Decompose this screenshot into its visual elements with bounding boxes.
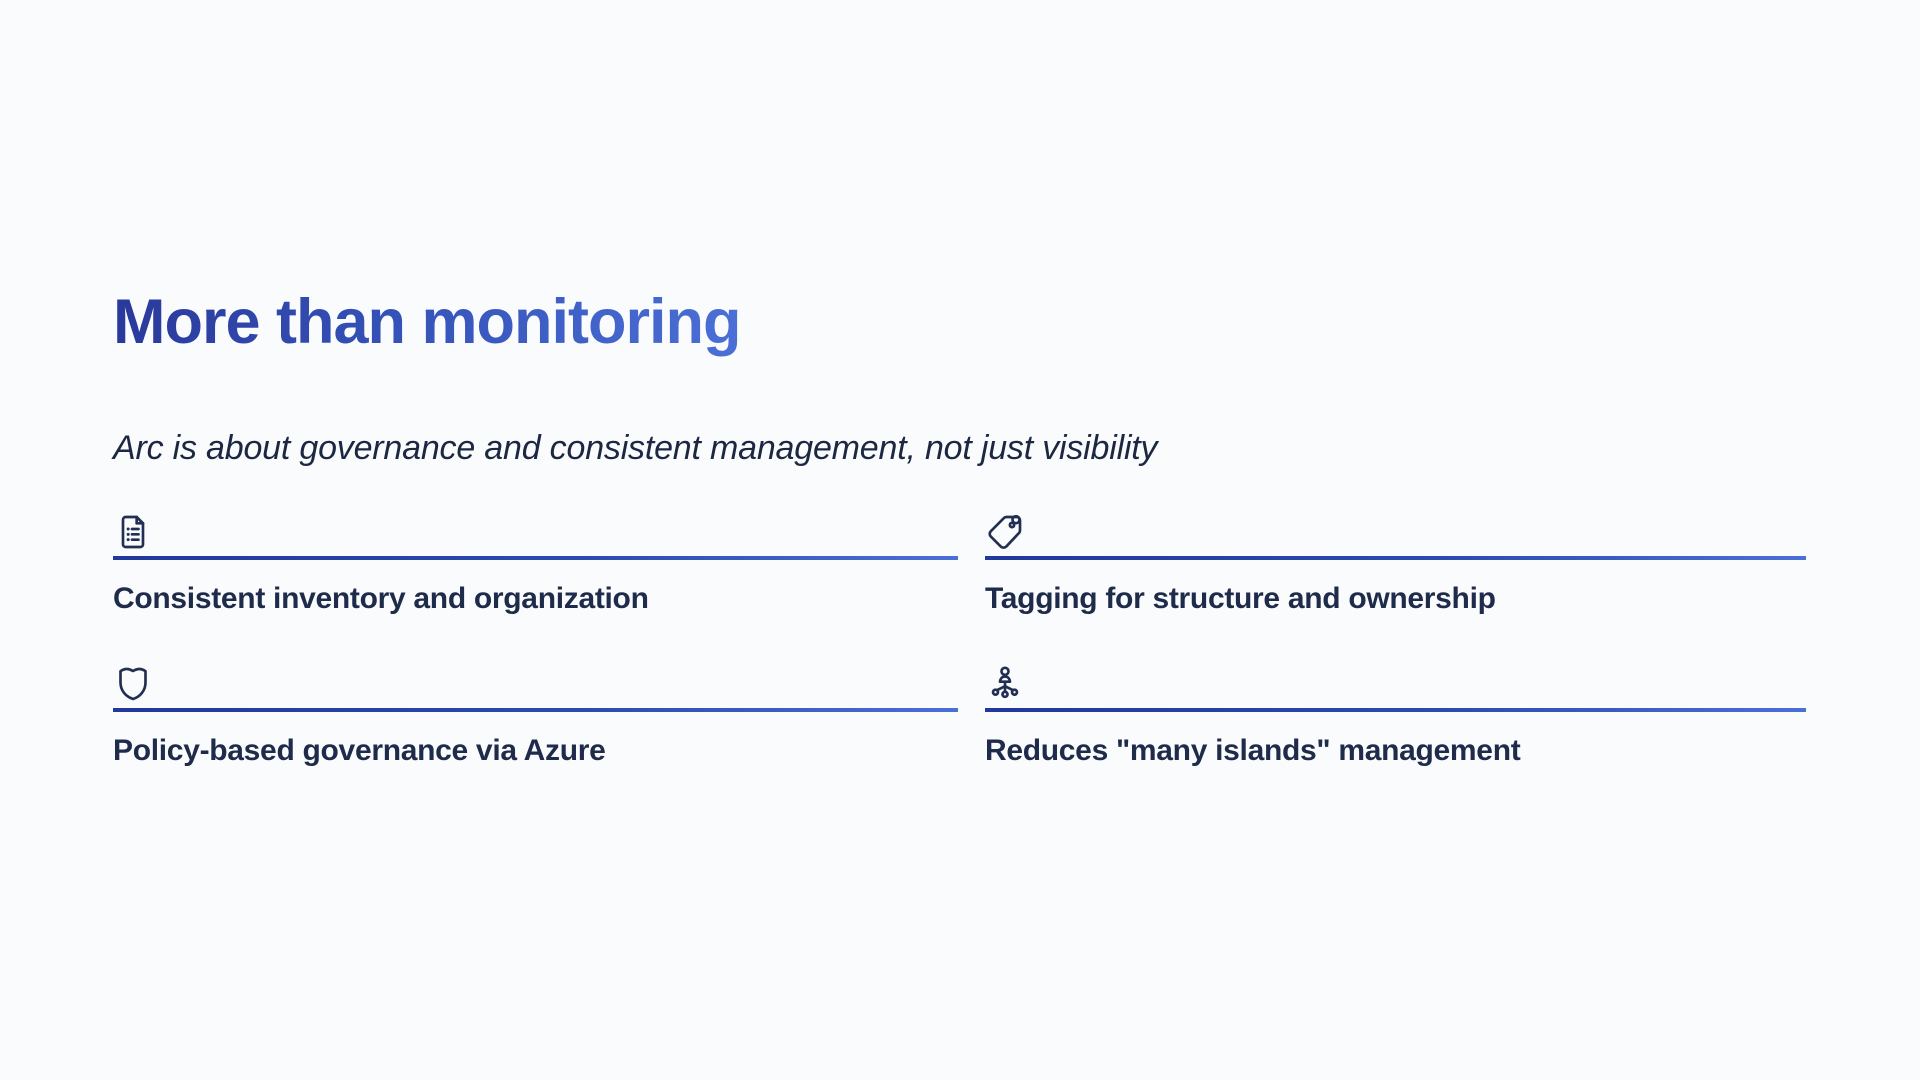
divider-line xyxy=(985,556,1806,560)
divider-line xyxy=(985,708,1806,712)
subtitle: Arc is about governance and consistent management, not just visibility xyxy=(113,429,1158,468)
document-list-icon xyxy=(113,512,153,552)
shield-icon xyxy=(113,664,153,704)
feature-grid xyxy=(113,512,1806,768)
tag-icon xyxy=(985,512,1025,552)
org-hierarchy-icon xyxy=(985,664,1025,704)
feature-label: Tagging for structure and ownership xyxy=(985,582,1496,616)
divider-line xyxy=(113,556,958,560)
feature-cell-tagging xyxy=(985,512,1806,616)
feature-label: Consistent inventory and organization xyxy=(113,582,649,616)
feature-label: Reduces "many islands" management xyxy=(985,734,1521,768)
feature-label: Policy-based governance via Azure xyxy=(113,734,606,768)
divider-line xyxy=(113,708,958,712)
feature-cell-management xyxy=(985,664,1806,768)
page-title: More than monitoring xyxy=(113,287,741,357)
feature-cell-inventory xyxy=(113,512,958,616)
feature-cell-governance xyxy=(113,664,958,768)
